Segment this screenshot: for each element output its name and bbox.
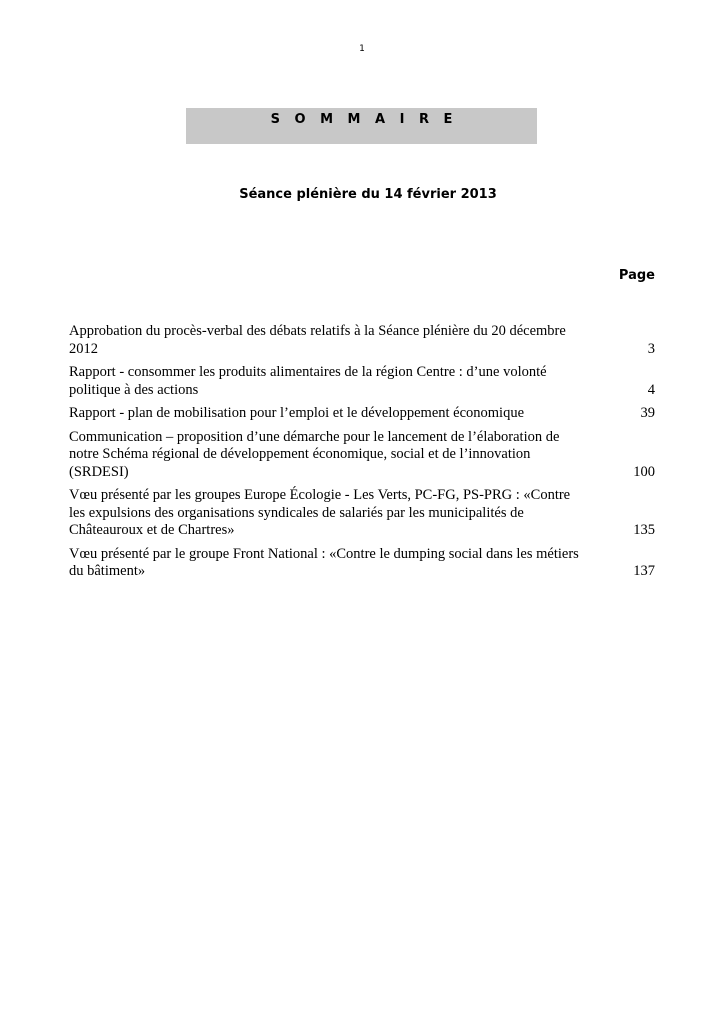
toc-entry-title: Approbation du procès-verbal des débats relatifs à la Séance plénière du 20 décembre 2012: [69, 323, 566, 357]
toc-entry: [69, 364, 655, 399]
page-column-header: Page: [618, 268, 655, 283]
session-title: Séance plénière du 14 février 2013: [239, 187, 497, 202]
toc-entry-page: 39: [640, 405, 655, 421]
toc-entry: [69, 546, 655, 581]
table-of-contents: [69, 323, 655, 587]
toc-entry-page: 135: [633, 522, 655, 538]
toc-entry-page: 100: [633, 463, 655, 480]
toc-entry: [69, 487, 655, 540]
toc-entry-title: Rapport - consommer les produits alimentaires de la région Centre : d’une volonté politique à des actions: [69, 364, 547, 398]
toc-entry-page: 137: [633, 563, 655, 579]
toc-entry-title: Vœu présenté par les groupes Europe Écologie - Les Verts, PC-FG, PS-PRG : «Contre les expulsions des organisations syndicales de salariés par les municipalités de Châteauroux et de Chartres»: [69, 487, 571, 538]
toc-entry: [69, 429, 655, 482]
toc-entry-page: 4: [647, 381, 655, 398]
page-number: 1: [359, 44, 365, 54]
toc-entry-title: Rapport - plan de mobilisation pour l’emploi et le développement économique: [69, 405, 525, 421]
summary-banner: [186, 108, 537, 144]
toc-entry-page: 3: [647, 340, 655, 357]
toc-entry-title: Vœu présenté par le groupe Front National : «Contre le dumping social dans les métiers du bâtiment»: [69, 545, 579, 579]
toc-entry-title: Communication – proposition d’une démarche pour le lancement de l’élaboration de notre Schéma régional de développement économique, social et de l’innovation (SRDESI): [69, 428, 560, 480]
toc-entry: [69, 323, 655, 358]
summary-title: S O M M A I R E: [270, 111, 458, 127]
toc-entry: [69, 405, 655, 423]
